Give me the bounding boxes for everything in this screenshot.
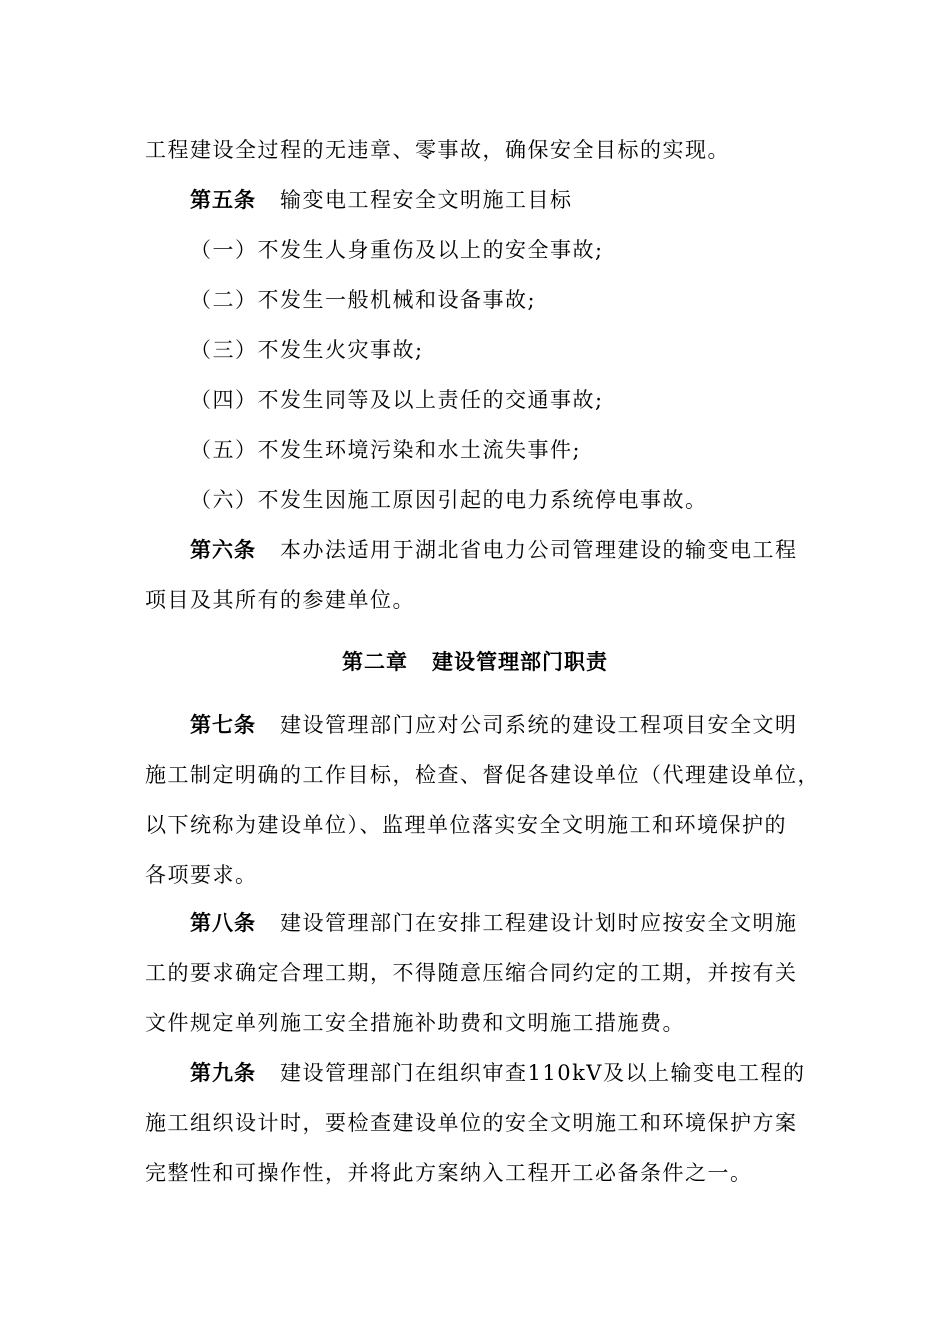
article-6: 第六条 本办法适用于湖北省电力公司管理建设的输变电工程: [190, 538, 798, 562]
list-item: （四）不发生同等及以上责任的交通事故;: [190, 388, 604, 412]
list-item: （三）不发生火灾事故;: [190, 338, 424, 362]
article-5-heading: 第五条 输变电工程安全文明施工目标: [190, 188, 573, 212]
article-label: 第九条: [190, 1061, 256, 1085]
article-7: 第七条 建设管理部门应对公司系统的建设工程项目安全文明: [190, 713, 798, 737]
article-label: 第六条: [190, 538, 256, 562]
text-line: 工的要求确定合理工期，不得随意压缩合同约定的工期，并按有关: [145, 961, 798, 985]
text-line: 各项要求。: [145, 863, 258, 887]
article-9: 第九条 建设管理部门在组织审查110kV及以上输变电工程的: [190, 1061, 806, 1085]
list-item: （五）不发生环境污染和水土流失事件;: [190, 438, 582, 462]
text-line: 工程建设全过程的无违章、零事故，确保安全目标的实现。: [145, 138, 730, 162]
article-label: 第七条: [190, 713, 256, 737]
text-line: 完整性和可操作性，并将此方案纳入工程开工必备条件之一。: [145, 1161, 753, 1185]
text-line: 施工制定明确的工作目标，检查、督促各建设单位（代理建设单位，: [145, 763, 820, 787]
article-8: 第八条 建设管理部门在安排工程建设计划时应按安全文明施: [190, 911, 798, 935]
article-label: 第五条: [190, 188, 256, 212]
text-line: 文件规定单列施工安全措施补助费和文明施工措施费。: [145, 1011, 685, 1035]
text-line: 项目及其所有的参建单位。: [145, 588, 415, 612]
list-item: （一）不发生人身重伤及以上的安全事故;: [190, 238, 604, 262]
list-item: （二）不发生一般机械和设备事故;: [190, 288, 537, 312]
text-line: 施工组织设计时，要检查建设单位的安全文明施工和环境保护方案: [145, 1111, 798, 1135]
list-item: （六）不发生因施工原因引起的电力系统停电事故。: [190, 488, 708, 512]
text-line: 以下统称为建设单位）、监理单位落实安全文明施工和环境保护的: [145, 813, 787, 837]
article-label: 第八条: [190, 911, 256, 935]
chapter-title: 第二章 建设管理部门职责: [342, 650, 608, 674]
